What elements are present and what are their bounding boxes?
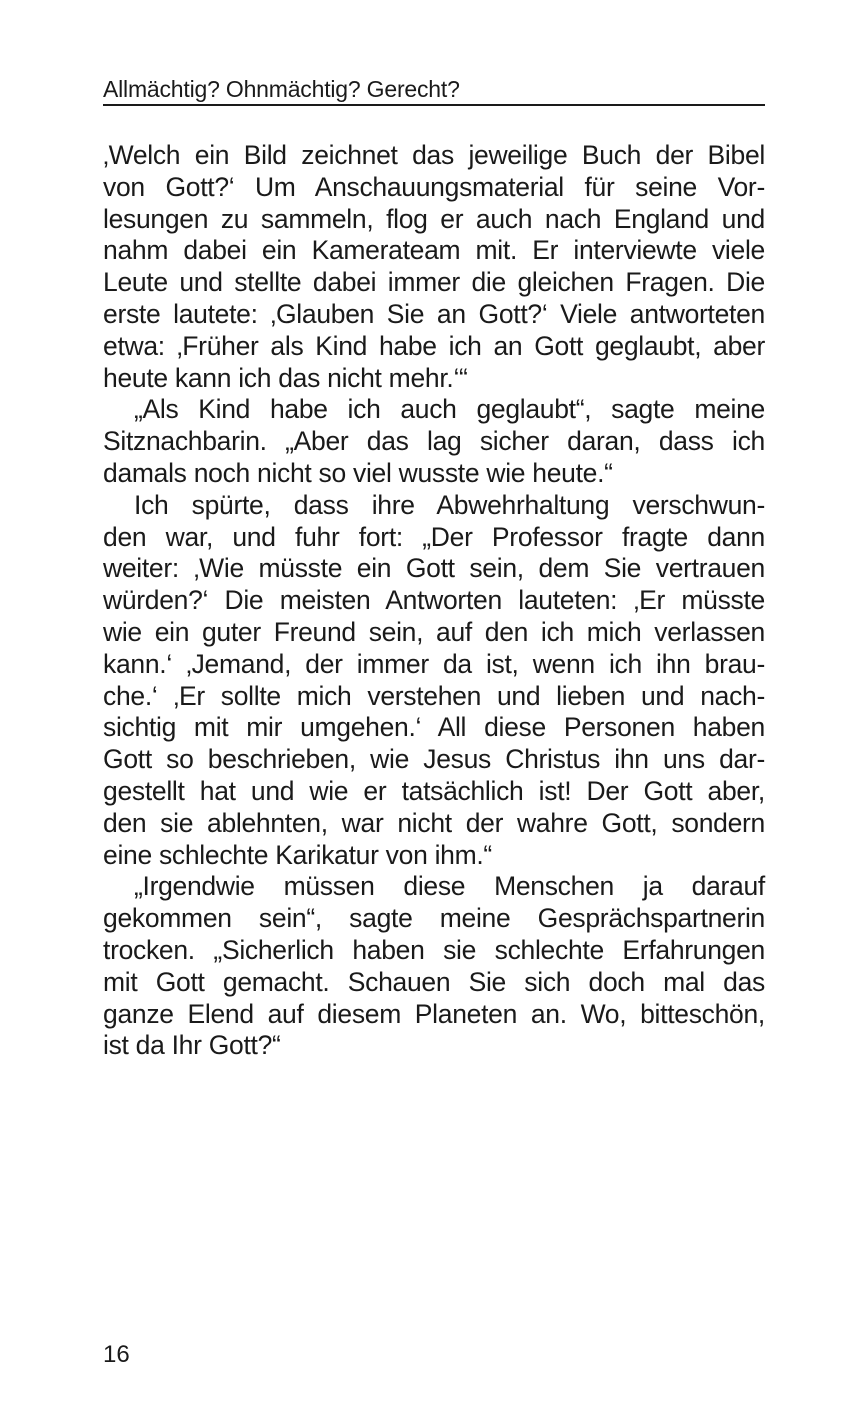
text-line: damals noch nicht so viel wusste wie heute.“ [103, 457, 613, 488]
page-number: 16 [103, 1341, 130, 1368]
text-line: würden?‘ Die meisten Antworten lauteten: ‚Er müsste [103, 585, 765, 616]
text-line: etwa: ‚Früher als Kind habe ich an Gott geglaubt, aber [103, 330, 765, 361]
header-rule [103, 104, 765, 106]
text-line: trocken. „Sicherlich haben sie schlechte Erfahrungen [103, 934, 765, 965]
text-line: sichtig mit mir umgehen.‘ All diese Personen haben [103, 712, 765, 743]
running-head: Allmächtig? Ohnmächtig? Gerecht? [103, 76, 460, 102]
text-line: erste lautete: ‚Glauben Sie an Gott?‘ Viele antworteten [103, 298, 765, 329]
text-line: nahm dabei ein Kamerateam mit. Er interviewte viele [103, 235, 765, 266]
text-line: ganze Elend auf diesem Planeten an. Wo, bitteschön, [103, 998, 765, 1029]
text-line: Sitznachbarin. „Aber das lag sicher daran, dass ich [103, 426, 765, 457]
text-line: den war, und fuhr fort: „Der Professor fragte dann [103, 521, 765, 552]
text-line: Ich spürte, dass ihre Abwehrhaltung verschwun- [134, 489, 765, 520]
text-line: ‚Welch ein Bild zeichnet das jeweilige Buch der Bibel [103, 140, 765, 170]
text-line: gestellt hat und wie er tatsächlich ist! Der Gott aber, [103, 775, 765, 806]
text-line: weiter: ‚Wie müsste ein Gott sein, dem Sie vertrauen [103, 553, 765, 584]
text-line: „Irgendwie müssen diese Menschen ja darauf [134, 871, 765, 902]
text-line: eine schlechte Karikatur von ihm.“ [103, 839, 492, 870]
text-line: mit Gott gemacht. Schauen Sie sich doch mal das [103, 966, 765, 997]
text-line: Gott so beschrieben, wie Jesus Christus ihn uns dar- [103, 744, 765, 775]
text-line: wie ein guter Freund sein, auf den ich mich verlassen [103, 616, 765, 647]
text-line: kann.‘ ‚Jemand, der immer da ist, wenn ich ihn brau- [103, 648, 765, 679]
text-line: heute kann ich das nicht mehr.‘“ [103, 362, 468, 393]
text-line: Leute und stellte dabei immer die gleichen Fragen. Die [103, 267, 765, 298]
text-line: „Als Kind habe ich auch geglaubt“, sagte meine [134, 394, 765, 425]
text-line: ist da Ihr Gott?“ [103, 1030, 281, 1061]
body-text [103, 140, 765, 1062]
text-line: che.‘ ‚Er sollte mich verstehen und lieben und nach- [103, 680, 765, 711]
text-line: lesungen zu sammeln, flog er auch nach England und [103, 203, 765, 234]
text-line: den sie ablehnten, war nicht der wahre Gott, sondern [103, 807, 765, 838]
text-line: gekommen sein“, sagte meine Gesprächspartnerin [103, 903, 765, 934]
text-line: von Gott?‘ Um Anschauungsmaterial für seine Vor- [103, 171, 765, 202]
